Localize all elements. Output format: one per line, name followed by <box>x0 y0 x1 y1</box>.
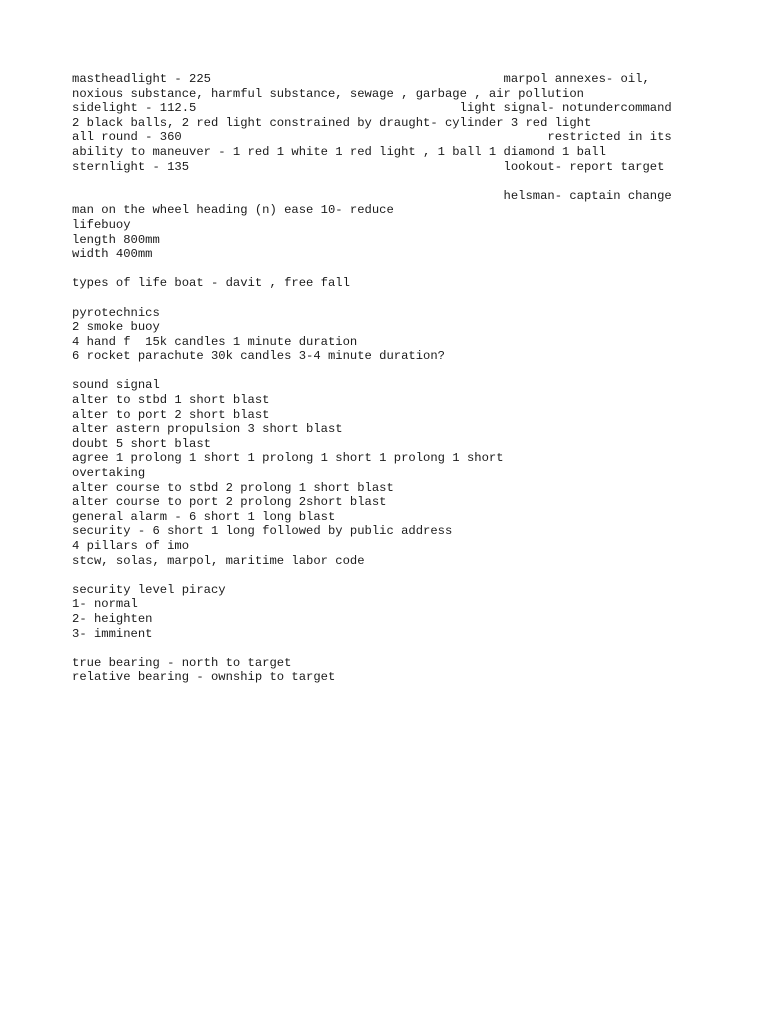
text-line-29: alter course to stbd 2 prolong 1 short blast <box>72 480 394 495</box>
text-line-27: agree 1 prolong 1 short 1 prolong 1 short 1 prolong 1 short <box>72 451 504 466</box>
text-line-6: ability to maneuver - 1 red 1 white 1 red light , 1 ball 1 diamond 1 ball <box>72 144 606 159</box>
text-line-38: 2- heighten <box>72 611 153 626</box>
text-line-4: 2 black balls, 2 red light constrained by draught- cylinder 3 red light <box>72 115 592 130</box>
text-line-24: alter to port 2 short blast <box>72 407 270 422</box>
text-line-33: 4 pillars of imo <box>72 539 190 553</box>
document-page <box>72 72 696 685</box>
text-line-10: man on the wheel heading (n) ease 10- reduce <box>72 203 394 218</box>
text-line-17: pyrotechnics <box>72 305 160 320</box>
blank-line <box>72 174 696 189</box>
blank-line <box>72 641 696 656</box>
text-line-13: width 400mm <box>72 247 153 262</box>
text-line-5: all round - 360 restricted in its <box>72 130 672 145</box>
blank-line <box>72 568 696 583</box>
blank-line <box>72 262 696 277</box>
text-line-26: doubt 5 short blast <box>72 436 211 451</box>
text-line-31: general alarm - 6 short 1 long blast <box>72 509 336 524</box>
text-line-22: sound signal <box>72 378 160 393</box>
text-line-23: alter to stbd 1 short blast <box>72 393 270 408</box>
text-line-32: security - 6 short 1 long followed by public address <box>72 524 453 539</box>
text-line-2: noxious substance, harmful substance, sewage , garbage , air pollution <box>72 86 584 101</box>
text-line-1: mastheadlight - 225 marpol annexes- oil, <box>72 72 650 86</box>
text-line-41: true bearing - north to target <box>72 655 292 670</box>
blank-line <box>72 291 696 306</box>
blank-line <box>72 364 696 379</box>
text-line-39: 3- imminent <box>72 626 153 641</box>
text-line-25: alter astern propulsion 3 short blast <box>72 422 343 437</box>
text-line-12: length 800mm <box>72 232 160 247</box>
text-line-36: security level piracy <box>72 582 226 597</box>
text-line-34: stcw, solas, marpol, maritime labor code <box>72 553 365 568</box>
text-line-18: 2 smoke buoy <box>72 320 160 335</box>
text-line-20: 6 rocket parachute 30k candles 3-4 minute duration? <box>72 349 445 364</box>
text-line-15: types of life boat - davit , free fall <box>72 276 350 291</box>
text-line-3: sidelight - 112.5 light signal- notundercommand <box>72 101 672 116</box>
text-line-37: 1- normal <box>72 597 138 612</box>
text-line-11: lifebuoy <box>72 217 131 232</box>
text-line-42: relative bearing - ownship to target <box>72 670 336 685</box>
text-line-28: overtaking <box>72 466 146 481</box>
text-line-19: 4 hand f 15k candles 1 minute duration <box>72 334 358 349</box>
text-line-7: sternlight - 135 lookout- report target <box>72 159 665 174</box>
text-line-30: alter course to port 2 prolong 2short blast <box>72 495 387 510</box>
text-line-9: helsman- captain change <box>72 188 672 203</box>
